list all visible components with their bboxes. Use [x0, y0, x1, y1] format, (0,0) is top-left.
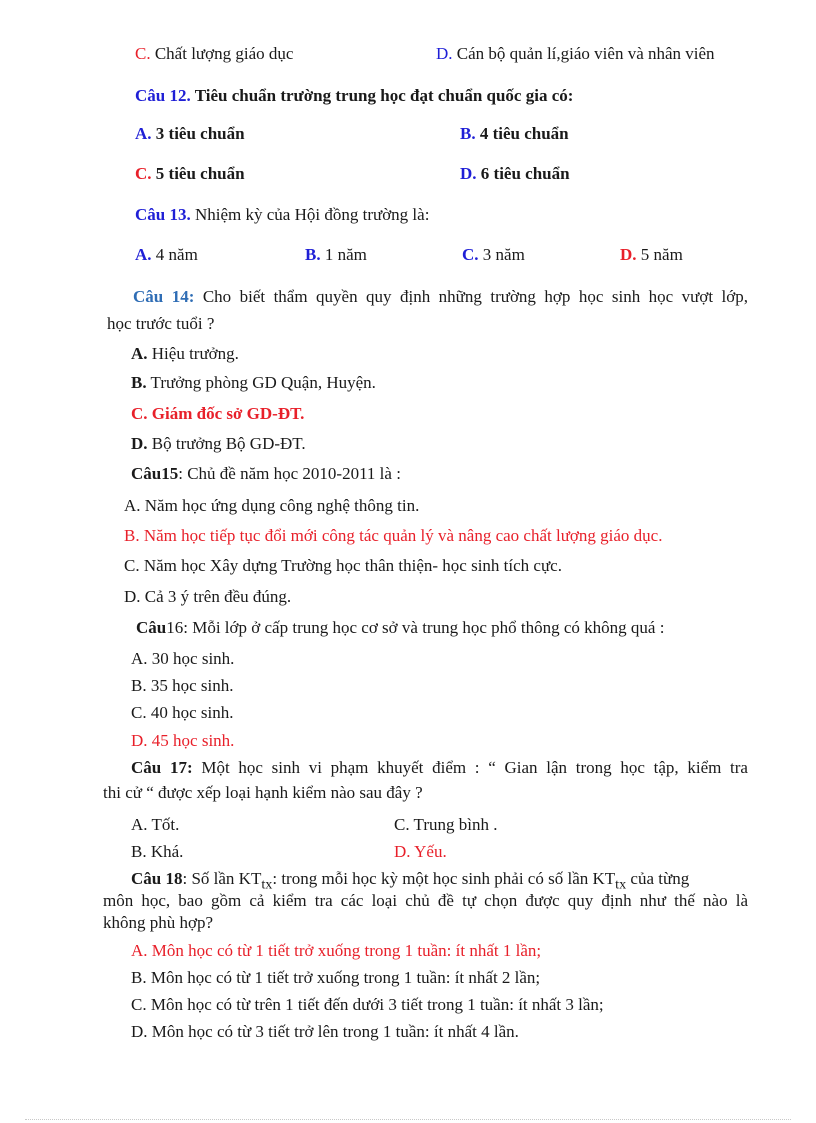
option-text: 5 năm	[640, 245, 683, 264]
q17-option-c[interactable]: C. Trung bình .	[394, 815, 498, 834]
question-label: Câu 18	[131, 869, 183, 888]
q13-option-d[interactable]	[620, 245, 683, 265]
q17-option-d[interactable]: D. Yếu.	[394, 842, 447, 861]
q13-option-a[interactable]	[135, 245, 198, 265]
q12-option-d[interactable]	[460, 164, 570, 184]
q14-option-b[interactable]	[131, 373, 376, 393]
q17-option-a[interactable]: A. Tốt.	[131, 815, 180, 834]
q15-option-b[interactable]: B. Năm học tiếp tục đổi mới công tác quản lý và nâng cao chất lượng giáo dục.	[124, 526, 663, 545]
option-letter: A.	[135, 124, 152, 143]
option-letter: B.	[131, 373, 147, 392]
question-label: Câu 14:	[133, 287, 195, 306]
q14-option-a[interactable]	[131, 344, 239, 364]
q16-option-a[interactable]: A. 30 học sinh.	[131, 649, 235, 668]
q16-option-d[interactable]: D. 45 học sinh.	[131, 731, 235, 750]
option-text: 5 tiêu chuẩn	[155, 164, 245, 183]
option-letter: B.	[305, 245, 321, 264]
question-text: Cho biết thẩm quyền quy định những trường hợp học sinh học vượt lớp,	[202, 287, 749, 306]
question-label: Câu	[136, 618, 167, 637]
question-12	[135, 86, 573, 106]
q12-option-a[interactable]	[135, 124, 245, 144]
q18-option-c[interactable]: C. Môn học có từ trên 1 tiết đến dưới 3 tiết trong 1 tuần: ít nhất 3 lần;	[131, 995, 604, 1014]
q18-option-b[interactable]: B. Môn học có từ 1 tiết trở xuống trong 1 tuần: ít nhất 2 lần;	[131, 968, 541, 987]
q15-option-a[interactable]: A. Năm học ứng dụng công nghệ thông tin.	[124, 496, 420, 515]
question-label: Câu15	[131, 464, 179, 483]
q15-option-c[interactable]: C. Năm học Xây dựng Trường học thân thiện- học sinh tích cực.	[124, 556, 562, 575]
option-letter: A.	[135, 245, 152, 264]
option-letter: D.	[460, 164, 477, 183]
q18-option-a[interactable]: A. Môn học có từ 1 tiết trở xuống trong 1 tuần: ít nhất 1 lần;	[131, 941, 542, 960]
option-letter: C.	[135, 164, 152, 183]
option-text: Cán bộ quản lí,giáo viên và nhân viên	[456, 44, 715, 63]
question-13	[135, 205, 429, 225]
question-label: Câu 13.	[135, 205, 191, 224]
q18-option-d[interactable]: D. Môn học có từ 3 tiết trở lên trong 1 tuần: ít nhất 4 lần.	[131, 1022, 519, 1041]
q14-option-d[interactable]	[131, 434, 306, 454]
option-text: 4 tiêu chuẩn	[479, 124, 569, 143]
question-15	[131, 464, 401, 484]
option-text: Chất lượng giáo dục	[154, 44, 294, 63]
q14-option-c[interactable]	[131, 404, 304, 424]
option-text: Giám đốc sở GD-ĐT.	[151, 404, 305, 423]
question-text: 16: Mỗi lớp ở cấp trung học cơ sở và trung học phổ thông có không quá :	[166, 618, 665, 637]
q11-option-d[interactable]	[436, 44, 715, 64]
q15-option-d[interactable]: D. Cả 3 ý trên đều đúng.	[124, 587, 292, 606]
question-label: Câu 12.	[135, 86, 191, 105]
question-text: Một học sinh vi phạm khuyết điểm : “ Gian lận trong học tập, kiểm tra	[201, 758, 748, 777]
option-letter: D.	[131, 434, 148, 453]
q17-option-b[interactable]: B. Khá.	[131, 842, 184, 861]
subscript: tx	[615, 876, 627, 893]
question-16	[136, 618, 664, 638]
q12-option-c[interactable]	[135, 164, 245, 184]
q11-option-c[interactable]	[135, 44, 293, 64]
option-letter: A.	[131, 344, 148, 363]
question-label: Câu 17:	[131, 758, 193, 777]
question-14-line2: học trước tuổi ?	[107, 314, 215, 333]
question-text: Nhiệm kỳ của Hội đồng trường là:	[194, 205, 430, 224]
q16-option-b[interactable]: B. 35 học sinh.	[131, 676, 234, 695]
q16-option-c[interactable]: C. 40 học sinh.	[131, 703, 234, 722]
option-text: 4 năm	[155, 245, 198, 264]
question-text: : Chủ đề năm học 2010-2011 là :	[178, 464, 401, 483]
question-18-line3: không phù hợp?	[103, 913, 214, 932]
option-text: Trưởng phòng GD Quận, Huyện.	[150, 373, 376, 392]
question-text: : Số lần KT	[182, 869, 262, 888]
option-letter: D.	[620, 245, 637, 264]
option-letter: C.	[135, 44, 151, 63]
question-17-line1	[131, 758, 748, 778]
q13-option-c[interactable]	[462, 245, 525, 265]
option-letter: C.	[131, 404, 148, 423]
question-18-line2: môn học, bao gồm cả kiểm tra các loại chủ đề tự chọn được quy định như thế nào là	[103, 891, 748, 910]
option-text: Hiệu trưởng.	[151, 344, 239, 363]
question-17-line2: thi cử “ được xếp loại hạnh kiểm nào sau đây ?	[103, 783, 423, 802]
option-text: Bộ trưởng Bộ GD-ĐT.	[151, 434, 306, 453]
subscript: tx	[261, 876, 273, 893]
option-text: 3 năm	[482, 245, 525, 264]
option-letter: B.	[460, 124, 476, 143]
q12-option-b[interactable]	[460, 124, 569, 144]
question-text: : trong mỗi học kỳ một học sinh phải có số lần KT	[272, 869, 616, 888]
option-text: 3 tiêu chuẩn	[155, 124, 245, 143]
option-text: 6 tiêu chuẩn	[480, 164, 570, 183]
option-letter: C.	[462, 245, 479, 264]
q13-option-b[interactable]	[305, 245, 367, 265]
option-letter: D.	[436, 44, 453, 63]
question-text: Tiêu chuẩn trường trung học đạt chuẩn quốc gia có:	[194, 86, 574, 105]
question-text: của từng	[626, 869, 690, 888]
question-14-line1	[133, 287, 748, 307]
page-bottom-rule	[25, 1119, 791, 1120]
option-text: 1 năm	[324, 245, 367, 264]
